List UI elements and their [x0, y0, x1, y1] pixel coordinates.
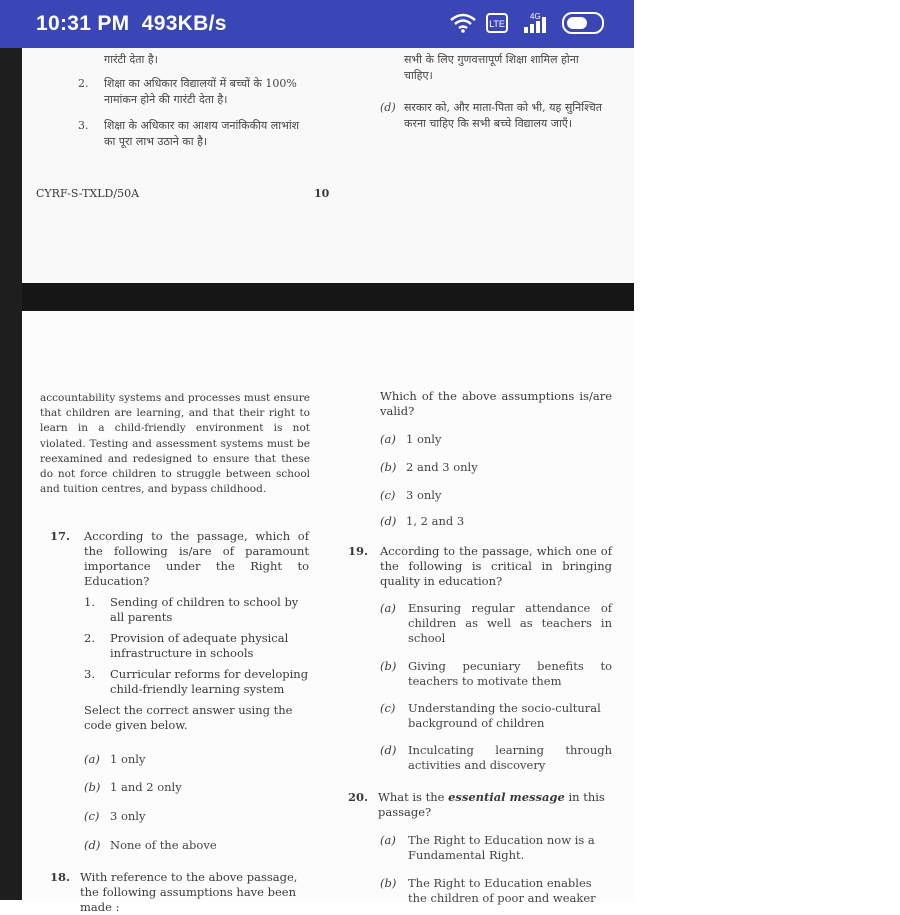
q18-option: 1 only [406, 432, 442, 446]
question-18-number: 18. [50, 870, 71, 884]
q17-option-label: (a) [84, 752, 100, 766]
q17-item: Curricular reforms for developing child-friendly learning system [110, 667, 309, 696]
q19-option: Understanding the socio-cultural background of children [408, 701, 601, 730]
q19-option-label: (a) [380, 601, 396, 615]
q19-option: Inculcating learning through activities and discovery [408, 743, 612, 772]
hindi-option-label: (d) [380, 101, 396, 114]
page-separator [22, 283, 634, 311]
hindi-item: शिक्षा का अधिकार विद्यालयों में बच्चों के 100% नामांकन होने की गारंटी देता है। [104, 77, 297, 106]
q19-option: Ensuring regular attendance of children as well as teachers in school [408, 601, 612, 645]
battery-icon [562, 12, 604, 34]
hindi-option: सरकार को, और माता-पिता को भी, यह सुनिश्चित करना चाहिए कि सभी बच्चे विद्यालय जाएँ। [404, 101, 602, 130]
q18-option: 3 only [406, 488, 442, 502]
q17-item-number: 2. [84, 631, 95, 645]
q17-item-number: 3. [84, 667, 95, 681]
q18-option-label: (d) [380, 514, 397, 528]
q20-option-label: (b) [380, 876, 397, 890]
hindi-item: शिक्षा के अधिकार का आशय जनांकिकीय लाभांश का पूरा लाभ उठाने का है। [104, 119, 300, 148]
q17-item: Sending of children to school by all parents [110, 595, 299, 624]
status-icons [450, 12, 604, 34]
passage-text: accountability systems and processes must ensure that children are learning, and that their right to learn in a child-friendly environment is not violated. Testing and assessment systems must be reexamined and redesigned to ensure that these do not force children to struggle between school and tuition centres, and bypass childhood. [40, 392, 310, 496]
status-time: 10:31 PM 493KB/s [36, 12, 227, 35]
question-17-text: According to the passage, which of the following is/are of paramount importance under the Right to Education? [84, 529, 309, 588]
q19-option-label: (c) [380, 701, 396, 715]
wifi-icon [450, 13, 476, 33]
network-type-label: 4G [530, 12, 541, 21]
q19-option: Giving pecuniary benefits to teachers to motivate them [408, 659, 612, 688]
q20-emphasis: essential message [448, 790, 565, 804]
q17-instruction: Select the correct answer using the code given below. [84, 703, 293, 732]
q17-option: 1 and 2 only [110, 780, 182, 794]
q17-option-label: (d) [84, 838, 101, 852]
network-speed: 493KB/s [141, 12, 227, 35]
q20-option: The Right to Education now is a Fundamental Right. [408, 833, 595, 862]
q18-option-label: (c) [380, 488, 396, 502]
viewer-right-blank [634, 48, 900, 900]
hindi-item-number: 3. [78, 119, 89, 132]
q19-option-label: (d) [380, 743, 397, 757]
q17-item: Provision of adequate physical infrastructure in schools [110, 631, 289, 660]
document-page-previous [22, 48, 634, 283]
volte-icon [486, 13, 508, 33]
q17-option: 3 only [110, 809, 146, 823]
q17-option-label: (b) [84, 780, 101, 794]
status-bar [0, 0, 634, 48]
question-19-text: According to the passage, which one of the following is critical in bringing quality in education? [380, 544, 612, 588]
q18-prompt: Which of the above assumptions is/are valid? [380, 389, 612, 418]
document-page-current [22, 311, 634, 914]
q18-option: 1, 2 and 3 [406, 514, 465, 528]
hindi-option-continuation: सभी के लिए गुणवत्तापूर्ण शिक्षा शामिल होना चाहिए। [404, 53, 579, 82]
hindi-item-number: 2. [78, 77, 89, 90]
question-19-number: 19. [348, 544, 369, 558]
q17-option: 1 only [110, 752, 146, 766]
question-17-number: 17. [50, 529, 71, 543]
page-number: 10 [314, 187, 330, 200]
signal-4g-icon [518, 12, 552, 34]
q17-option: None of the above [110, 838, 217, 852]
q18-option-label: (b) [380, 460, 397, 474]
svg-text:LTE: LTE [489, 19, 505, 29]
question-18-text: With reference to the above passage, the following assumptions have been made : [80, 870, 298, 914]
page-footer-code: CYRF-S-TXLD/50A [36, 187, 140, 200]
question-20-text: What is the essential message in this passage? [378, 790, 605, 819]
q18-option-label: (a) [380, 432, 396, 446]
viewer-left-edge [0, 48, 22, 900]
q19-option-label: (b) [380, 659, 397, 673]
q20-option: The Right to Education enables the children of poor and weaker [408, 876, 596, 905]
q17-option-label: (c) [84, 809, 100, 823]
hindi-item-continuation: गारंटी देता है। [104, 53, 158, 66]
q17-item-number: 1. [84, 595, 95, 609]
question-20-number: 20. [348, 790, 369, 804]
q20-option-label: (a) [380, 833, 396, 847]
q18-option: 2 and 3 only [406, 460, 478, 474]
